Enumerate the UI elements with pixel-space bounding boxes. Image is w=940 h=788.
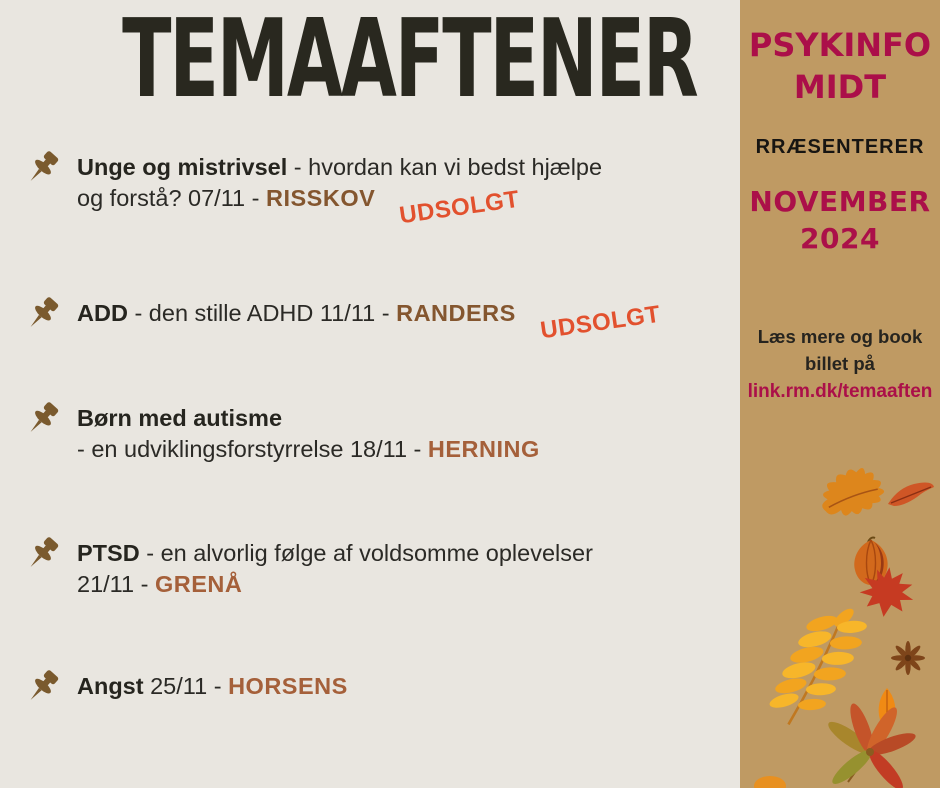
- event-item-ptsd: [26, 538, 593, 600]
- event-description: 25/11 -: [143, 673, 229, 699]
- event-description: - en udviklingsforstyrrelse 18/11 -: [77, 436, 428, 462]
- event-item-add: [26, 298, 662, 345]
- event-text: [77, 538, 593, 600]
- brand-line2: MIDT: [793, 68, 887, 106]
- event-text: [77, 152, 603, 230]
- star-anise-icon: [890, 640, 926, 676]
- event-location: HERNING: [427, 436, 540, 462]
- event-title: Unge og mistrivsel: [77, 154, 288, 180]
- sidebar: [740, 0, 940, 788]
- event-line: [77, 671, 348, 702]
- event-description: 21/11 -: [77, 571, 155, 597]
- event-line: [77, 538, 593, 569]
- brand-title: [740, 24, 940, 108]
- sold-out-badge: UDSOLGT: [397, 185, 522, 230]
- event-title: PTSD: [77, 540, 140, 566]
- event-location: HORSENS: [228, 673, 348, 699]
- event-title: ADD: [77, 300, 128, 326]
- event-text: [77, 671, 348, 702]
- month-line1: NOVEMBER: [749, 185, 931, 218]
- month-line2: 2024: [800, 222, 880, 255]
- pushpin-icon: [26, 669, 62, 707]
- event-description: - hvordan kan vi bedst hjælpe: [287, 154, 603, 180]
- event-location: RISSKOV: [266, 185, 376, 211]
- event-line: [77, 569, 593, 600]
- event-item-angst: [26, 671, 348, 707]
- event-item-boern-med-autisme: [26, 403, 540, 465]
- sold-out-badge: UDSOLGT: [538, 300, 662, 345]
- event-location: RANDERS: [396, 300, 516, 326]
- small-leaf-icon: [886, 480, 936, 514]
- event-description: og forstå? 07/11 -: [77, 185, 266, 211]
- event-title: Angst: [77, 673, 144, 699]
- event-title: Børn med autisme: [77, 405, 283, 431]
- pushpin-icon: [26, 401, 62, 439]
- presents-label: RRÆSENTERER: [755, 136, 925, 158]
- event-item-unge-og-mistrivsel: [26, 152, 603, 230]
- event-text: [77, 298, 662, 345]
- event-line: [77, 434, 540, 465]
- event-description: - en alvorlig følge af voldsomme oplevelser: [139, 540, 593, 566]
- page-title: TEMAAFTENER: [122, 0, 697, 122]
- cta-text: [740, 323, 940, 377]
- event-text: [77, 403, 540, 465]
- pushpin-icon: [26, 150, 62, 188]
- pushpin-icon: [26, 296, 62, 334]
- cta-line2: billet på: [805, 353, 875, 374]
- cta-line1: Læs mere og book: [757, 326, 923, 347]
- event-location: GRENÅ: [154, 571, 243, 597]
- event-line: [77, 298, 662, 345]
- event-line: [77, 403, 540, 434]
- brand-line1: PSYKINFO: [748, 26, 932, 64]
- chestnut-leaf-icon: [820, 694, 920, 788]
- month-title: [740, 183, 940, 257]
- pushpin-icon: [26, 536, 62, 574]
- event-line: [77, 152, 602, 183]
- event-line: [77, 183, 602, 230]
- event-description: - den stille ADHD 11/11 -: [127, 300, 397, 326]
- booking-link: link.rm.dk/temaaften: [747, 381, 933, 402]
- corner-leaf-icon: [748, 772, 792, 788]
